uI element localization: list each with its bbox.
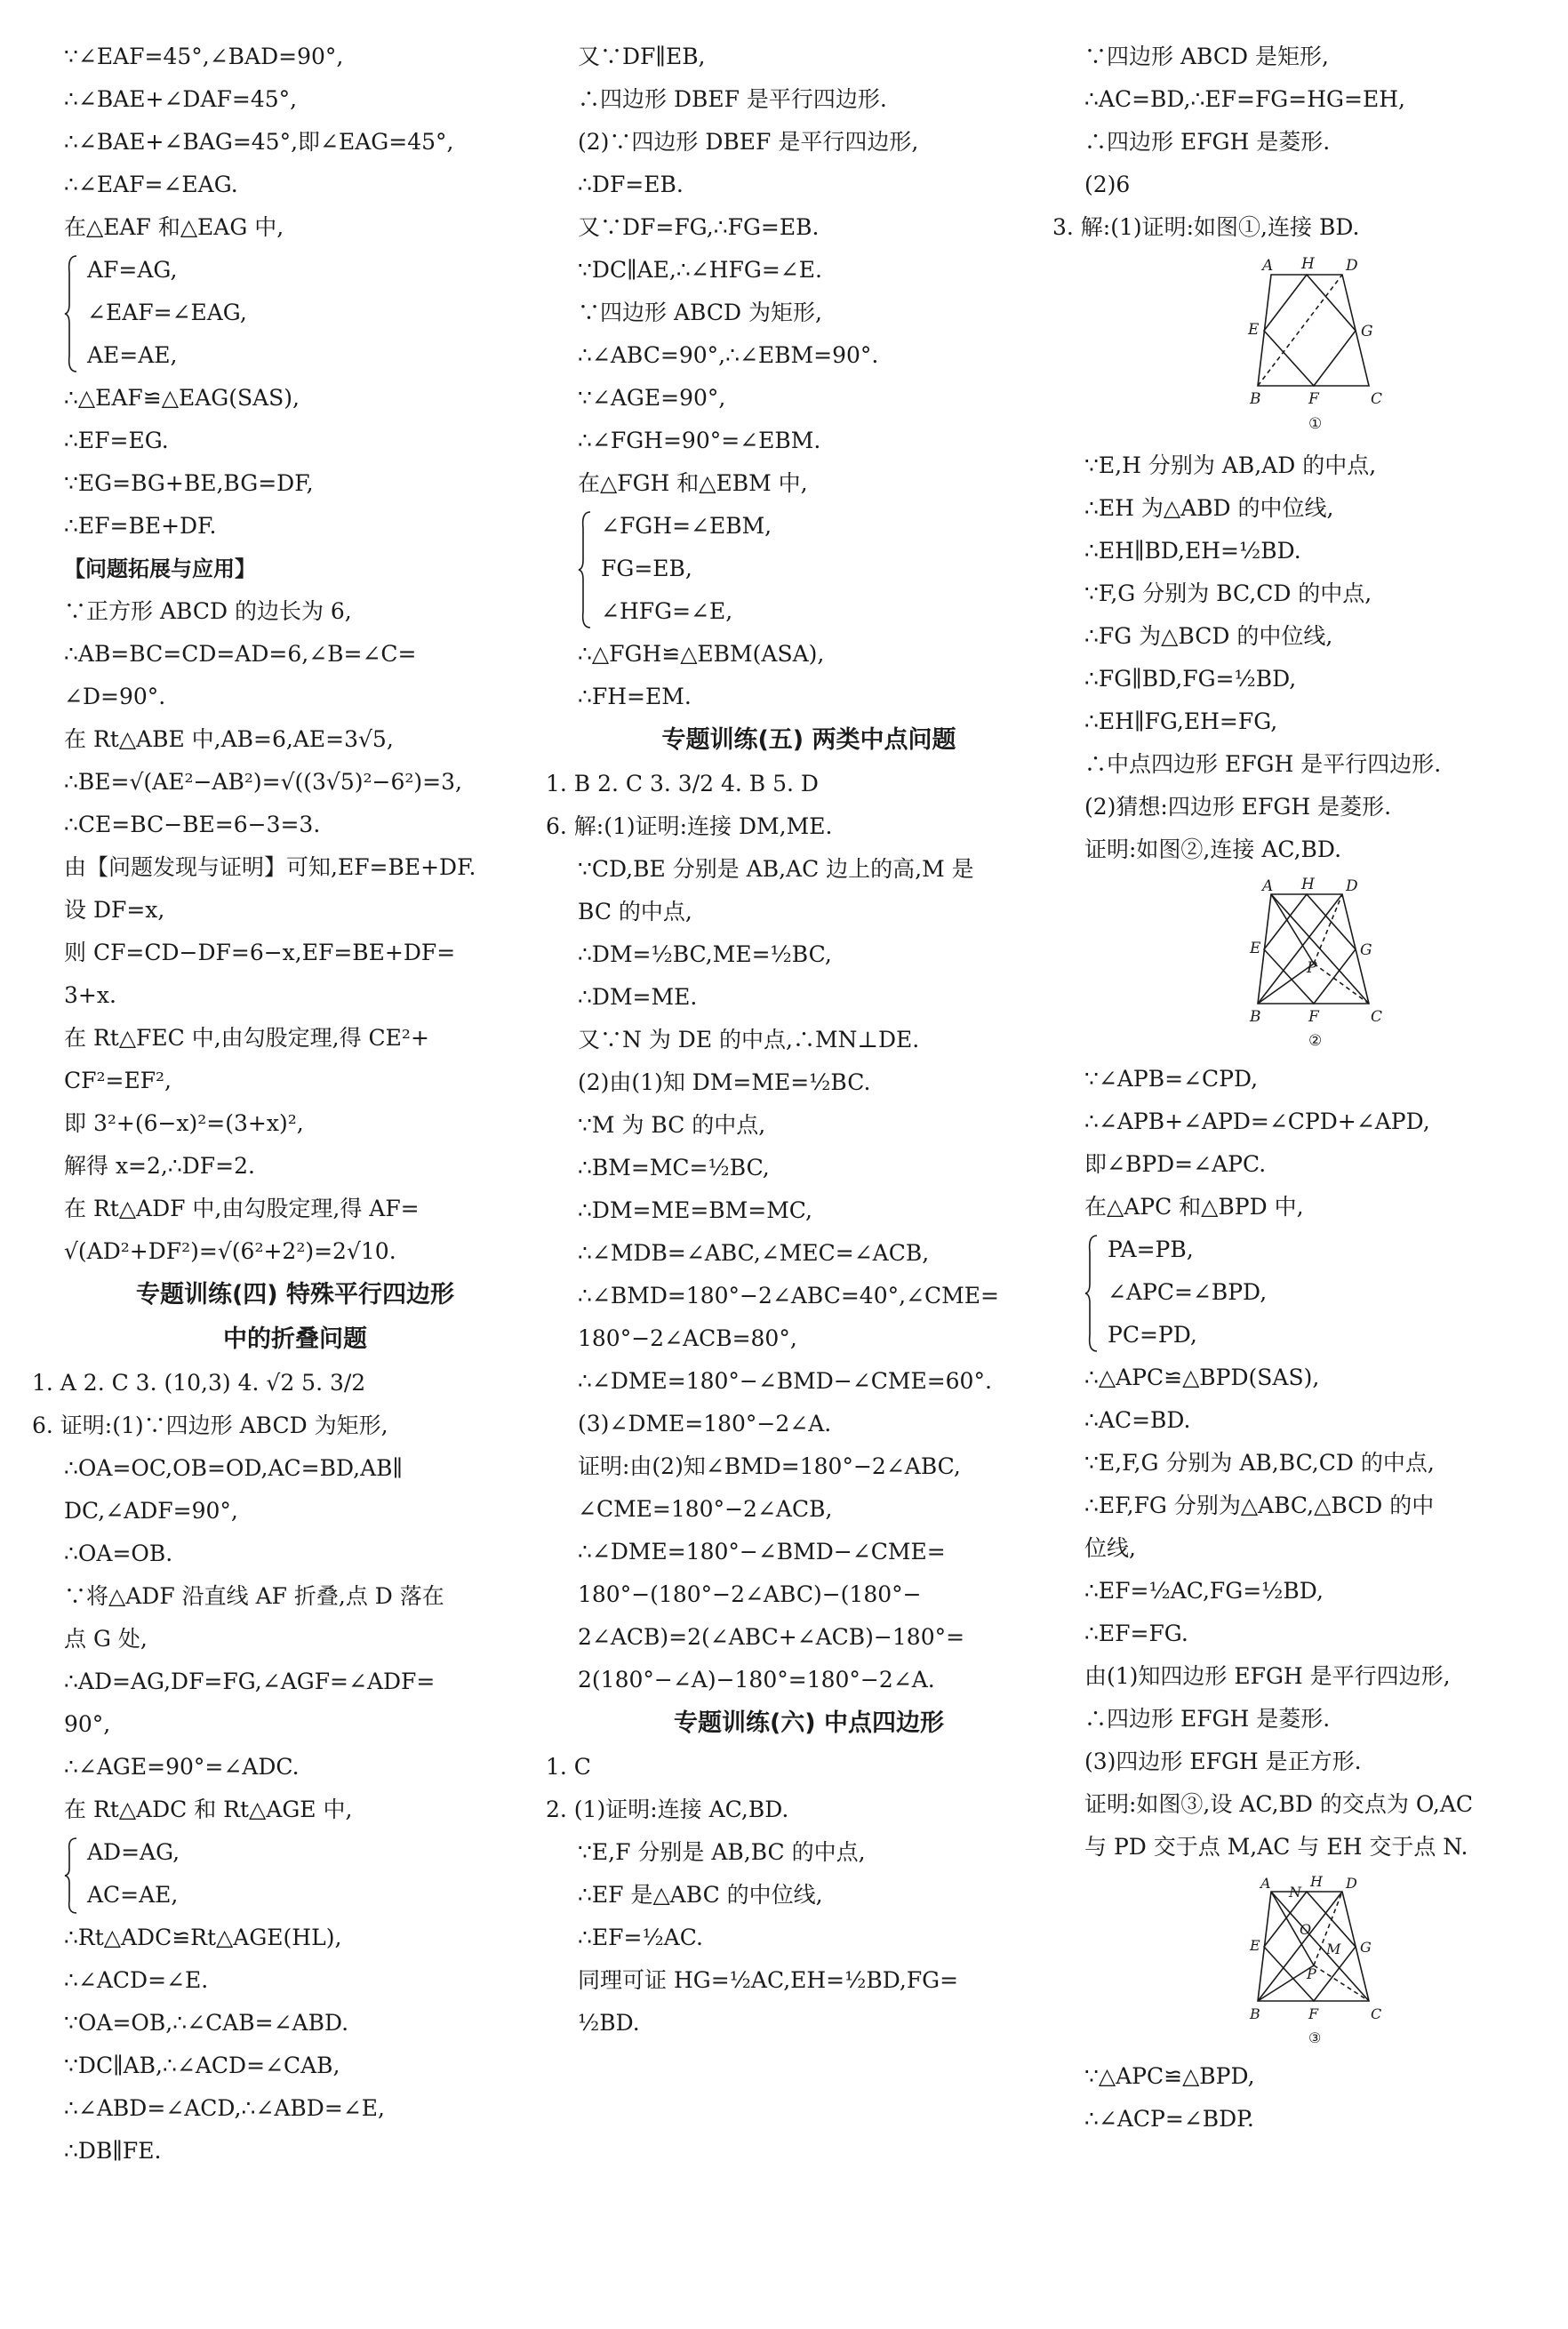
figure-3-lines [1258, 1892, 1369, 2001]
text-line: ∴BM=MC=½BC, [578, 1155, 770, 1181]
text-line: ∴EH∥FG,EH=FG, [1084, 708, 1278, 734]
text-line: ∴∠BAE+∠BAG=45°,即∠EAG=45°, [64, 129, 454, 155]
text-line: ∴∠BAE+∠DAF=45°, [64, 86, 298, 112]
point-label: E [1250, 1937, 1260, 1954]
text-line: AF=AG, [87, 257, 178, 283]
text-line: ∴AB=BC=CD=AD=6,∠B=∠C= [64, 641, 417, 667]
text-line: BC 的中点, [578, 899, 692, 924]
text-line: 在△APC 和△BPD 中, [1084, 1194, 1304, 1220]
column-2 [546, 36, 1040, 2045]
text-line: ∴∠FGH=90°=∠EBM. [578, 428, 821, 453]
text-line: ∵DC∥AB,∴∠ACD=∠CAB, [64, 2053, 340, 2078]
point-label: C [1371, 1008, 1383, 1026]
text-line: 180°−(180°−2∠ABC)−(180°− [578, 1581, 922, 1607]
text-line: ∴中点四边形 EFGH 是平行四边形. [1084, 751, 1442, 777]
text-line: ∴∠ABC=90°,∴∠EBM=90°. [578, 342, 879, 368]
text-line: ∵四边形 ABCD 为矩形, [578, 300, 822, 325]
text-line: 证明:由(2)知∠BMD=180°−2∠ABC, [578, 1453, 961, 1479]
left-brace-icon [578, 510, 592, 629]
point-label: B [1250, 390, 1261, 408]
answer-line: 1. C [546, 1754, 591, 1780]
text-line: ½BD. [578, 2010, 640, 2036]
text-line: ∵CD,BE 分别是 AB,AC 边上的高,M 是 [578, 856, 974, 882]
point-label: F [1308, 1008, 1319, 1026]
text-line: (2)∵四边形 DBEF 是平行四边形, [578, 129, 919, 155]
point-label: M [1326, 1941, 1341, 1957]
text-line: (2)猜想:四边形 EFGH 是菱形. [1084, 794, 1392, 820]
text-line: ∴FH=EM. [578, 684, 692, 709]
text-line: 由(1)知四边形 EFGH 是平行四边形, [1084, 1663, 1451, 1689]
section-heading: 专题训练(五) 两类中点问题 [661, 726, 956, 754]
text-line: ∵E,H 分别为 AB,AD 的中点, [1084, 452, 1377, 478]
section-heading: 专题训练(六) 中点四边形 [673, 1709, 945, 1737]
text-line: 与 PD 交于点 M,AC 与 EH 交于点 N. [1084, 1834, 1468, 1860]
text-line: ∵将△ADF 沿直线 AF 折叠,点 D 落在 [64, 1583, 444, 1609]
text-line: 又∵N 为 DE 的中点,∴MN⊥DE. [578, 1027, 920, 1052]
point-label: A [1262, 257, 1274, 275]
text-line: 由【问题发现与证明】可知,EF=BE+DF. [64, 854, 476, 880]
text-line: 180°−2∠ACB=80°, [578, 1325, 797, 1351]
text-line: DC,∠ADF=90°, [64, 1498, 238, 1524]
point-label: O [1300, 1921, 1312, 1938]
text-line: 在 Rt△ADF 中,由勾股定理,得 AF= [64, 1196, 420, 1221]
answer-line: 1. B 2. C 3. 3/2 4. B 5. D [546, 771, 819, 796]
text-line: ∴四边形 DBEF 是平行四边形. [578, 86, 887, 112]
column-1 [32, 36, 526, 2173]
text-line: ∴DM=½BC,ME=½BC, [578, 941, 832, 967]
figure-1-diagram [1236, 252, 1396, 439]
text-line: ∴∠ABD=∠ACD,∴∠ABD=∠E, [64, 2095, 385, 2121]
text-line: ∵四边形 ABCD 是矩形, [1084, 44, 1329, 69]
section-heading: 中的折叠问题 [223, 1325, 367, 1353]
point-label: E [1250, 940, 1261, 957]
text-line: ∴∠EAF=∠EAG. [64, 172, 238, 197]
equation-system [578, 505, 1040, 633]
text-line: 即∠BPD=∠APC. [1084, 1151, 1267, 1177]
text-line: ∴EF 是△ABC 的中位线, [578, 1882, 823, 1908]
text-line: (2)6 [1084, 172, 1131, 197]
point-label: N [1289, 1884, 1301, 1901]
text-line: 证明:如图③,设 AC,BD 的交点为 O,AC [1084, 1791, 1474, 1817]
figure-caption: ② [1308, 1032, 1323, 1050]
point-label: E [1248, 321, 1260, 339]
text-line: ∴DM=ME=BM=MC, [578, 1197, 812, 1223]
text-line: ∴四边形 EFGH 是菱形. [1084, 129, 1331, 155]
text-line: ∴△APC≌△BPD(SAS), [1084, 1365, 1320, 1390]
point-label: F [1308, 390, 1319, 408]
point-label: C [1371, 2005, 1382, 2022]
point-label: D [1346, 877, 1358, 895]
equation-system [64, 249, 526, 377]
text-line: ∴OA=OC,OB=OD,AC=BD,AB∥ [64, 1455, 404, 1481]
point-label: H [1310, 1873, 1323, 1890]
text-line: 2∠ACB)=2(∠ABC+∠ACB)−180°= [578, 1624, 965, 1650]
figure-caption: ③ [1308, 2029, 1322, 2046]
text-line: (2)由(1)知 DM=ME=½BC. [578, 1069, 871, 1095]
text-line: PA=PB, [1108, 1237, 1194, 1262]
text-line: ∴AC=BD,∴EF=FG=HG=EH, [1084, 86, 1405, 112]
point-label: G [1360, 941, 1372, 959]
equation-system [1084, 1229, 1547, 1357]
point-label: A [1260, 1875, 1271, 1892]
text-line: 在△EAF 和△EAG 中, [64, 214, 284, 240]
section-tag: 【问题拓展与应用】 [64, 556, 256, 581]
text-line: ∴∠ACD=∠E. [64, 1967, 209, 1993]
text-line: 在△FGH 和△EBM 中, [578, 470, 808, 496]
text-line: 点 G 处, [64, 1626, 148, 1652]
text-line: AD=AG, [87, 1839, 180, 1865]
figure-3-diagram [1236, 1872, 1396, 2050]
text-line: ∴EF=BE+DF. [64, 513, 217, 539]
point-label: G [1360, 1939, 1372, 1956]
point-label: H [1301, 876, 1315, 893]
text-line: CF²=EF², [64, 1068, 172, 1093]
text-line: ∵△APC≌△BPD, [1084, 2063, 1255, 2089]
figure-2-lines [1258, 894, 1369, 1004]
text-line: ∴AC=BD. [1084, 1407, 1191, 1433]
point-label: B [1250, 1008, 1261, 1026]
text-line: 在 Rt△ADC 和 Rt△AGE 中, [64, 1797, 353, 1822]
text-line: ∵正方形 ABCD 的边长为 6, [64, 598, 352, 624]
text-line: (3)∠DME=180°−2∠A. [578, 1411, 832, 1437]
point-label: P [1307, 1965, 1316, 1982]
text-line: ∴EH 为△ABD 的中位线, [1084, 495, 1334, 521]
text-line: 位线, [1084, 1535, 1136, 1561]
text-line: ∴Rt△ADC≌Rt△AGE(HL), [64, 1925, 342, 1950]
text-line: ∠APC=∠BPD, [1108, 1279, 1268, 1305]
left-brace-icon [64, 1837, 78, 1915]
text-line: ∴∠AGE=90°=∠ADC. [64, 1754, 300, 1780]
figure-caption: ① [1308, 415, 1323, 433]
text-line: ∠D=90°. [64, 684, 166, 709]
text-line: ∴EF=FG. [1084, 1621, 1188, 1646]
point-label: D [1346, 257, 1358, 275]
text-line: ∴FG∥BD,FG=½BD, [1084, 666, 1297, 692]
text-line: ∴EF=EG. [64, 428, 169, 453]
left-brace-icon [64, 254, 78, 373]
text-line: ∴CE=BC−BE=6−3=3. [64, 812, 321, 837]
point-label: D [1346, 1875, 1357, 1892]
text-line: AE=AE, [87, 342, 178, 368]
text-line: 证明:如图②,连接 AC,BD. [1084, 836, 1342, 862]
text-line: 在 Rt△FEC 中,由勾股定理,得 CE²+ [64, 1025, 429, 1051]
text-line: 6. 证明:(1)∵四边形 ABCD 为矩形, [32, 1413, 388, 1438]
figure-2-diagram [1236, 875, 1396, 1052]
column-3 [1052, 36, 1547, 2141]
text-line: 3. 解:(1)证明:如图①,连接 BD. [1052, 214, 1360, 240]
text-line: ∴AD=AG,DF=FG,∠AGF=∠ADF= [64, 1669, 436, 1694]
text-line: FG=EB, [601, 556, 692, 581]
point-label: G [1361, 323, 1373, 340]
text-line: ∠FGH=∠EBM, [601, 513, 772, 539]
point-label: H [1301, 255, 1315, 273]
text-line: ∴DF=EB. [578, 172, 684, 197]
text-line: 6. 解:(1)证明:连接 DM,ME. [546, 813, 833, 839]
text-line: ∴EH∥BD,EH=½BD. [1084, 538, 1301, 564]
text-line: ∵M 为 BC 的中点, [578, 1112, 766, 1138]
text-line: ∴∠BMD=180°−2∠ABC=40°,∠CME= [578, 1283, 999, 1309]
text-line: ∴∠DME=180°−∠BMD−∠CME=60°. [578, 1368, 992, 1394]
text-line: ∴∠MDB=∠ABC,∠MEC=∠ACB, [578, 1240, 930, 1266]
text-line: ∵E,F,G 分别为 AB,BC,CD 的中点, [1084, 1450, 1435, 1476]
text-line: 在 Rt△ABE 中,AB=6,AE=3√5, [64, 726, 394, 752]
text-line: 同理可证 HG=½AC,EH=½BD,FG= [578, 1967, 959, 1993]
answer-line: 1. A 2. C 3. (10,3) 4. √2 5. 3/2 [32, 1370, 366, 1396]
text-line: ∴EF=½AC,FG=½BD, [1084, 1578, 1324, 1604]
text-line: ∴∠APB+∠APD=∠CPD+∠APD, [1084, 1108, 1430, 1134]
equation-system [64, 1831, 526, 1917]
text-line: 解得 x=2,∴DF=2. [64, 1153, 255, 1179]
text-line: 又∵DF∥EB, [578, 44, 706, 69]
text-line: ∵E,F 分别是 AB,BC 的中点, [578, 1839, 866, 1865]
point-label: P [1307, 959, 1317, 977]
text-line: ∴△FGH≌△EBM(ASA), [578, 641, 825, 667]
text-line: √(AD²+DF²)=√(6²+2²)=2√10. [64, 1238, 396, 1264]
text-line: ∴DM=ME. [578, 984, 698, 1010]
text-line: 则 CF=CD−DF=6−x,EF=BE+DF= [64, 940, 456, 965]
text-line: ∴EF=½AC. [578, 1925, 703, 1950]
text-line: 90°, [64, 1711, 111, 1737]
text-line: ∵∠APB=∠CPD, [1084, 1066, 1259, 1092]
text-line: (3)四边形 EFGH 是正方形. [1084, 1749, 1362, 1774]
text-line: ∵DC∥AE,∴∠HFG=∠E. [578, 257, 822, 283]
figure-1-lines [1258, 275, 1369, 386]
text-line: 3+x. [64, 982, 116, 1008]
point-label: C [1371, 390, 1383, 408]
text-line: ∵∠EAF=45°,∠BAD=90°, [64, 44, 344, 69]
text-line: 2(180°−∠A)−180°=180°−2∠A. [578, 1667, 935, 1693]
text-line: ∠CME=180°−2∠ACB, [578, 1496, 833, 1522]
text-line: ∵EG=BG+BE,BG=DF, [64, 470, 314, 496]
text-line: ∴∠DME=180°−∠BMD−∠CME= [578, 1539, 946, 1565]
text-line: PC=PD, [1108, 1322, 1197, 1348]
text-line: ∵∠AGE=90°, [578, 385, 726, 411]
text-line: ∴∠ACP=∠BDP. [1084, 2106, 1254, 2132]
text-line: 又∵DF=FG,∴FG=EB. [578, 214, 820, 240]
text-line: ∵F,G 分别为 BC,CD 的中点, [1084, 580, 1372, 606]
text-line: 即 3²+(6−x)²=(3+x)², [64, 1110, 304, 1136]
text-line: ∵OA=OB,∴∠CAB=∠ABD. [64, 2010, 349, 2036]
text-line: 设 DF=x, [64, 897, 165, 923]
section-heading: 专题训练(四) 特殊平行四边形 [135, 1281, 455, 1309]
text-line: ∴DB∥FE. [64, 2138, 162, 2164]
text-line: ∠HFG=∠E, [601, 598, 733, 624]
text-line: ∴OA=OB. [64, 1541, 173, 1566]
text-line: ∴BE=√(AE²−AB²)=√((3√5)²−6²)=3, [64, 769, 462, 795]
left-brace-icon [1084, 1234, 1099, 1353]
text-line: ∴FG 为△BCD 的中位线, [1084, 623, 1333, 649]
text-line: ∴EF,FG 分别为△ABC,△BCD 的中 [1084, 1493, 1435, 1518]
point-label: F [1308, 2005, 1319, 2022]
point-label: B [1250, 2005, 1260, 2022]
text-line: ∠EAF=∠EAG, [87, 300, 247, 325]
text-line: ∴△EAF≌△EAG(SAS), [64, 385, 300, 411]
text-line: 2. (1)证明:连接 AC,BD. [546, 1797, 789, 1822]
point-label: A [1262, 877, 1274, 895]
text-line: AC=AE, [87, 1882, 179, 1908]
text-line: ∴四边形 EFGH 是菱形. [1084, 1706, 1331, 1732]
